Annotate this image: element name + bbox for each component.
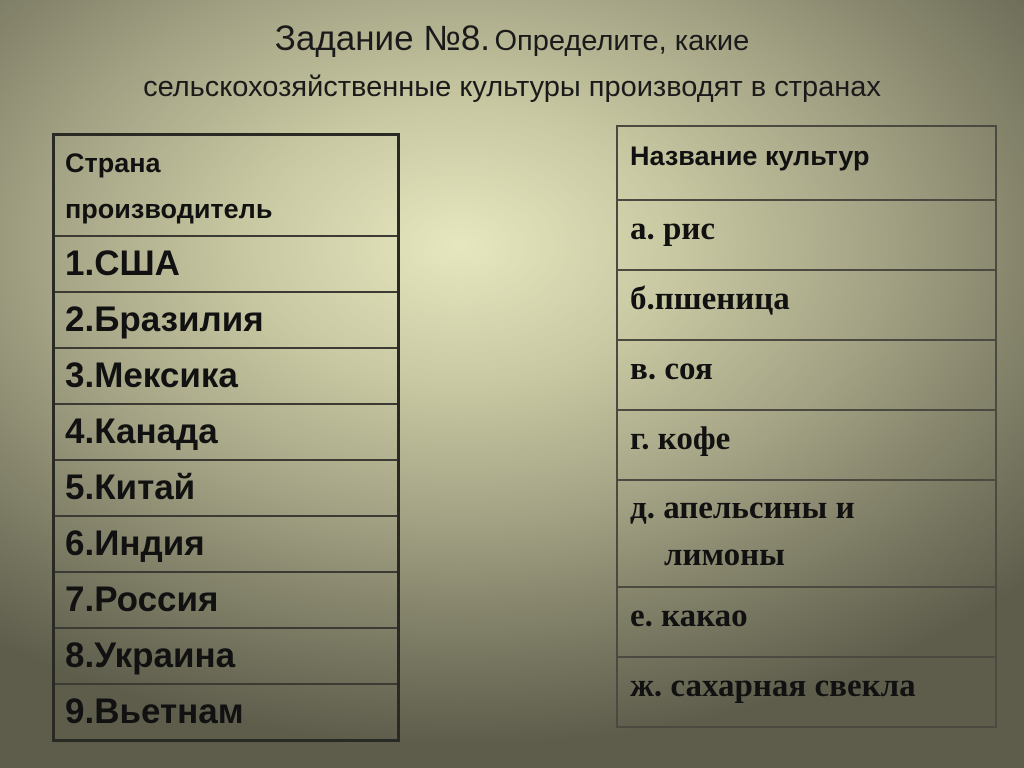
table-row	[617, 410, 996, 480]
table-row	[54, 404, 399, 460]
table-row	[54, 628, 399, 684]
countries-header-line-2: производитель	[65, 194, 273, 224]
crop-cell: е. какао	[617, 587, 996, 657]
country-cell: 6.Индия	[54, 516, 399, 572]
countries-header-line-1: Страна	[65, 148, 161, 178]
country-cell: 8.Украина	[54, 628, 399, 684]
crop-cell-line-1: д. апельсины и	[630, 490, 855, 526]
crop-cell: г. кофе	[617, 410, 996, 480]
crop-cell: б.пшеница	[617, 270, 996, 340]
country-cell: 4.Канада	[54, 404, 399, 460]
table-row	[54, 292, 399, 348]
country-cell: 5.Китай	[54, 460, 399, 516]
crops-header-cell: Название культур	[617, 126, 996, 200]
task-number: Задание №8.	[274, 19, 491, 58]
title-line-2: сельскохозяйственные культуры производят в странах	[143, 71, 881, 103]
crop-cell: в. соя	[617, 340, 996, 410]
crops-table	[616, 125, 997, 728]
crop-cell-line-2: лимоны	[664, 537, 785, 573]
country-cell: 2.Бразилия	[54, 292, 399, 348]
table-row	[617, 270, 996, 340]
table-row	[54, 572, 399, 628]
table-row	[54, 684, 399, 741]
slide-title	[0, 16, 1024, 105]
crop-cell: а. рис	[617, 200, 996, 270]
table-header-row	[617, 126, 996, 200]
table-row	[54, 236, 399, 292]
table-row	[617, 587, 996, 657]
country-cell: 7.Россия	[54, 572, 399, 628]
country-cell: 9.Вьетнам	[54, 684, 399, 741]
table-row	[617, 340, 996, 410]
table-header-row	[54, 135, 399, 237]
title-line-1	[0, 16, 1024, 69]
table-row	[54, 516, 399, 572]
country-cell: 1.США	[54, 236, 399, 292]
country-cell: 3.Мексика	[54, 348, 399, 404]
countries-header-cell	[54, 135, 399, 237]
crop-cell: ж. сахарная свекла	[617, 657, 996, 727]
task-text-start: Определите, какие	[494, 25, 750, 57]
table-row	[617, 657, 996, 727]
table-row	[617, 200, 996, 270]
table-row	[617, 480, 996, 587]
crop-cell	[617, 480, 996, 587]
countries-table	[52, 133, 400, 742]
table-row	[54, 348, 399, 404]
table-row	[54, 460, 399, 516]
